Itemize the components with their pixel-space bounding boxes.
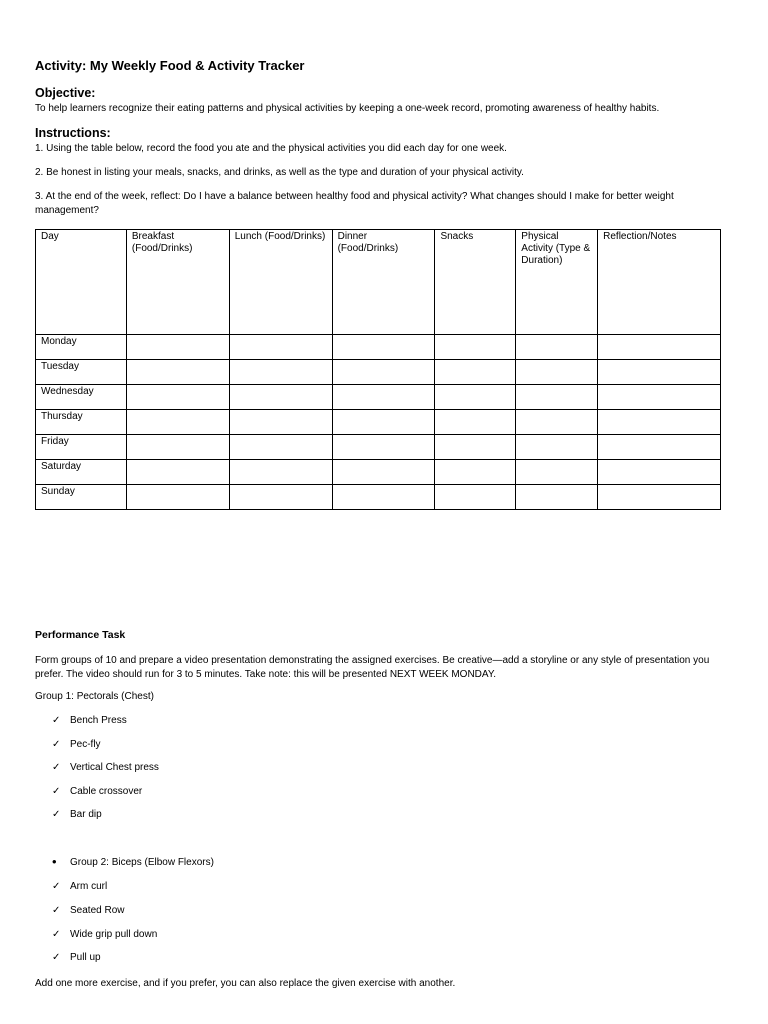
entry-cell[interactable] bbox=[598, 385, 721, 410]
column-header: Dinner (Food/Drinks) bbox=[332, 230, 435, 335]
table-row bbox=[36, 485, 721, 510]
column-header: Day bbox=[36, 230, 127, 335]
entry-cell[interactable] bbox=[126, 360, 229, 385]
instruction-item: 1. Using the table below, record the food you ate and the physical activities you did each day for one week. bbox=[35, 143, 507, 154]
entry-cell[interactable] bbox=[598, 335, 721, 360]
checkmark-icon: ✓ bbox=[52, 715, 61, 726]
entry-cell[interactable] bbox=[229, 435, 332, 460]
entry-cell[interactable] bbox=[598, 410, 721, 435]
entry-cell[interactable] bbox=[332, 335, 435, 360]
checkmark-icon: ✓ bbox=[52, 929, 61, 940]
checkmark-icon: ✓ bbox=[52, 905, 61, 916]
entry-cell[interactable] bbox=[516, 335, 598, 360]
table-row bbox=[36, 410, 721, 435]
entry-cell[interactable] bbox=[598, 485, 721, 510]
entry-cell[interactable] bbox=[435, 460, 516, 485]
entry-cell[interactable] bbox=[516, 435, 598, 460]
entry-cell[interactable] bbox=[516, 410, 598, 435]
group-1-label: Group 1: Pectorals (Chest) bbox=[35, 691, 154, 702]
entry-cell[interactable] bbox=[126, 385, 229, 410]
entry-cell[interactable] bbox=[332, 385, 435, 410]
entry-cell[interactable] bbox=[332, 460, 435, 485]
entry-cell[interactable] bbox=[435, 360, 516, 385]
entry-cell[interactable] bbox=[435, 385, 516, 410]
entry-cell[interactable] bbox=[332, 410, 435, 435]
day-cell: Friday bbox=[36, 435, 127, 460]
checkmark-icon: ✓ bbox=[52, 809, 61, 820]
checkmark-icon: ✓ bbox=[52, 952, 61, 963]
column-header: Lunch (Food/Drinks) bbox=[229, 230, 332, 335]
instruction-item: 3. At the end of the week, reflect: Do I have a balance between healthy food and physical activity? What changes should I make for better weight management? bbox=[35, 191, 674, 216]
entry-cell[interactable] bbox=[126, 435, 229, 460]
entry-cell[interactable] bbox=[229, 360, 332, 385]
entry-cell[interactable] bbox=[435, 485, 516, 510]
table-header-row bbox=[36, 230, 721, 335]
entry-cell[interactable] bbox=[229, 460, 332, 485]
table-row bbox=[36, 385, 721, 410]
entry-cell[interactable] bbox=[598, 360, 721, 385]
day-cell: Wednesday bbox=[36, 385, 127, 410]
entry-cell[interactable] bbox=[229, 410, 332, 435]
table-row bbox=[36, 460, 721, 485]
column-header: Physical Activity (Type & Duration) bbox=[516, 230, 598, 335]
bullet-icon: • bbox=[52, 854, 57, 869]
entry-cell[interactable] bbox=[516, 460, 598, 485]
instructions-heading: Instructions: bbox=[35, 126, 111, 140]
checkmark-icon: ✓ bbox=[52, 762, 61, 773]
activity-title: Activity: My Weekly Food & Activity Tracker bbox=[35, 58, 305, 73]
day-cell: Thursday bbox=[36, 410, 127, 435]
entry-cell[interactable] bbox=[126, 335, 229, 360]
objective-text: To help learners recognize their eating patterns and physical activities by keeping a one-week record, promoting awareness of healthy habits. bbox=[35, 103, 660, 114]
column-header: Breakfast (Food/Drinks) bbox=[126, 230, 229, 335]
entry-cell[interactable] bbox=[435, 335, 516, 360]
day-cell: Tuesday bbox=[36, 360, 127, 385]
objective-heading: Objective: bbox=[35, 86, 96, 100]
checkmark-icon: ✓ bbox=[52, 786, 61, 797]
column-header: Reflection/Notes bbox=[598, 230, 721, 335]
day-cell: Monday bbox=[36, 335, 127, 360]
entry-cell[interactable] bbox=[229, 335, 332, 360]
entry-cell[interactable] bbox=[435, 435, 516, 460]
performance-task-footer: Add one more exercise, and if you prefer, you can also replace the given exercise with another. bbox=[35, 978, 456, 989]
checkmark-icon: ✓ bbox=[52, 881, 61, 892]
performance-task-heading: Performance Task bbox=[35, 629, 126, 641]
checkmark-icon: ✓ bbox=[52, 739, 61, 750]
entry-cell[interactable] bbox=[332, 435, 435, 460]
entry-cell[interactable] bbox=[332, 360, 435, 385]
entry-cell[interactable] bbox=[598, 435, 721, 460]
entry-cell[interactable] bbox=[229, 385, 332, 410]
entry-cell[interactable] bbox=[435, 410, 516, 435]
day-cell: Saturday bbox=[36, 460, 127, 485]
table-row bbox=[36, 335, 721, 360]
entry-cell[interactable] bbox=[126, 485, 229, 510]
day-cell: Sunday bbox=[36, 485, 127, 510]
entry-cell[interactable] bbox=[598, 460, 721, 485]
table-row bbox=[36, 360, 721, 385]
column-header: Snacks bbox=[435, 230, 516, 335]
instruction-item: 2. Be honest in listing your meals, snacks, and drinks, as well as the type and duration of your physical activity. bbox=[35, 167, 524, 178]
entry-cell[interactable] bbox=[229, 485, 332, 510]
table-row bbox=[36, 435, 721, 460]
tracker-table bbox=[35, 229, 721, 510]
performance-task-intro: Form groups of 10 and prepare a video presentation demonstrating the assigned exercises. Be creative—add a storyline or any style of presentation you prefer. The video should run for 3 to 5 minutes. Take note: this will be presented NEXT WEEK MONDAY. bbox=[35, 655, 710, 680]
entry-cell[interactable] bbox=[516, 385, 598, 410]
entry-cell[interactable] bbox=[126, 460, 229, 485]
entry-cell[interactable] bbox=[332, 485, 435, 510]
entry-cell[interactable] bbox=[126, 410, 229, 435]
entry-cell[interactable] bbox=[516, 485, 598, 510]
entry-cell[interactable] bbox=[516, 360, 598, 385]
